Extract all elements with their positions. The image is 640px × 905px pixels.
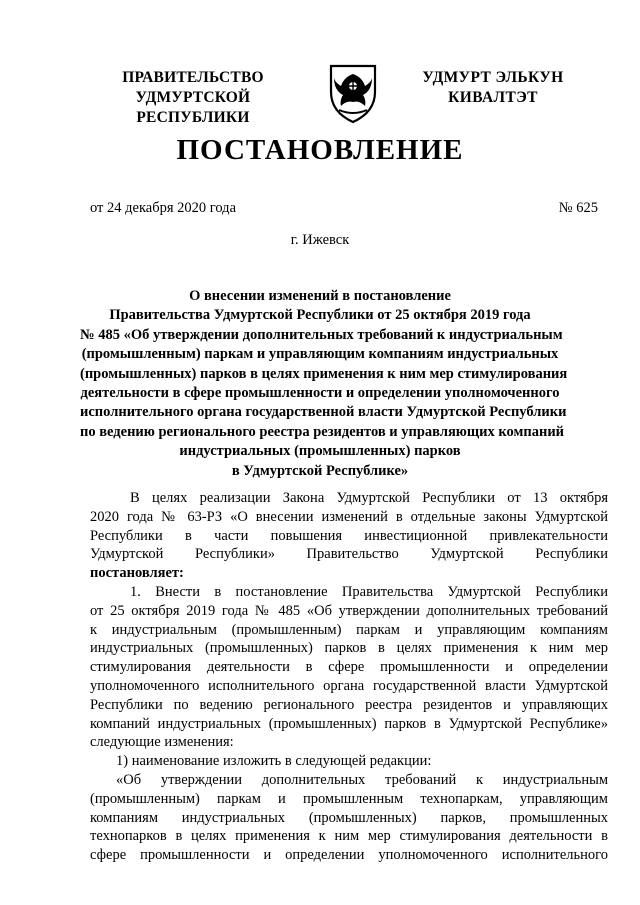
title-line: Правительства Удмуртской Республики от 25 октября 2019 года [109,307,531,324]
document-title [80,287,568,481]
title-line: в Удмуртской Республике» [231,462,409,479]
document-date: от 24 декабря 2020 года [90,200,236,216]
org-name-udmurt-line1: УДМУРТ ЭЛЬКУН [422,69,564,86]
document-type-heading: ПОСТАНОВЛЕНИЕ [176,134,464,166]
coat-of-arms-icon [325,62,381,124]
body-line: 2020 года № 63-РЗ «О внесении изменений в отдельные законы Удмуртской [90,508,608,525]
org-name-udmurt [408,68,578,108]
body-line: сфере промышленности и определении уполномоченного исполнительного [90,847,608,864]
body-line: следующие изменения: [90,734,234,751]
document-number: № 625 [558,200,598,216]
title-line: (промышленным) паркам и управляющим компаниям индустриальных [81,346,559,363]
body-line: «Об утверждении дополнительных требований к индустриальным [116,771,608,788]
body-line: технопарков в целях применения к ним мер стимулирования деятельности в [90,828,608,845]
title-line: исполнительного органа государственной власти Удмуртской Республики [80,404,567,421]
title-line: № 485 «Об утверждении дополнительных требований к индустриальным [80,326,563,343]
body-line: индустриальных (промышленных) парков в целях применения к ним мер [90,640,608,657]
body-line: уполномоченного исполнительного органа государственной власти Удмуртской [90,677,608,694]
body-line: к индустриальным (промышленным) паркам и управляющим компаниям [90,621,608,638]
title-line: (промышленных) парков в целях применения к ним мер стимулирования [80,365,568,382]
document-city: г. Ижевск [290,232,350,248]
title-line: индустриальных (промышленных) парков [179,443,461,460]
letterhead [0,62,640,126]
body-line-decree-verb: постановляет: [90,565,184,582]
org-name-russian-line1: ПРАВИТЕЛЬСТВО [122,69,264,86]
body-line: от 25 октября 2019 года № 485 «Об утверждении дополнительных требований [90,602,608,619]
body-line: Республики по ведению регионального реестра резидентов и управляющих [90,696,608,713]
body-line: В целях реализации Закона Удмуртской Республики от 13 октября [130,490,608,506]
body-line: компаний индустриальных (промышленных) парков в Удмуртской Республике» [90,715,608,732]
body-line: стимулирования деятельности в сфере промышленности и определении [90,659,608,676]
org-name-russian [78,68,308,128]
body-line: компаниям индустриальных (промышленных) парков, промышленных [90,809,608,826]
title-line: О внесении изменений в постановление [189,288,451,304]
title-line: по ведению регионального реестра резидентов и управляющих компаний [80,423,565,440]
org-name-russian-line2: УДМУРТСКОЙ РЕСПУБЛИКИ [135,89,251,126]
body-line: 1. Внести в постановление Правительства Удмуртской Республики [130,583,608,600]
body-line: Удмуртской Республики» Правительство Удмуртской Республики [90,546,608,563]
body-line: (промышленным) паркам и промышленным технопаркам, управляющим [90,790,608,807]
body-line: Республики в части повышения инвестиционной привлекательности [90,527,608,544]
title-line: деятельности в сфере промышленности и определении уполномоченного [80,385,560,402]
org-name-udmurt-line2: КИВАЛТЭТ [448,89,538,106]
document-body [90,489,608,865]
body-line: 1) наименование изложить в следующей редакции: [116,753,432,770]
